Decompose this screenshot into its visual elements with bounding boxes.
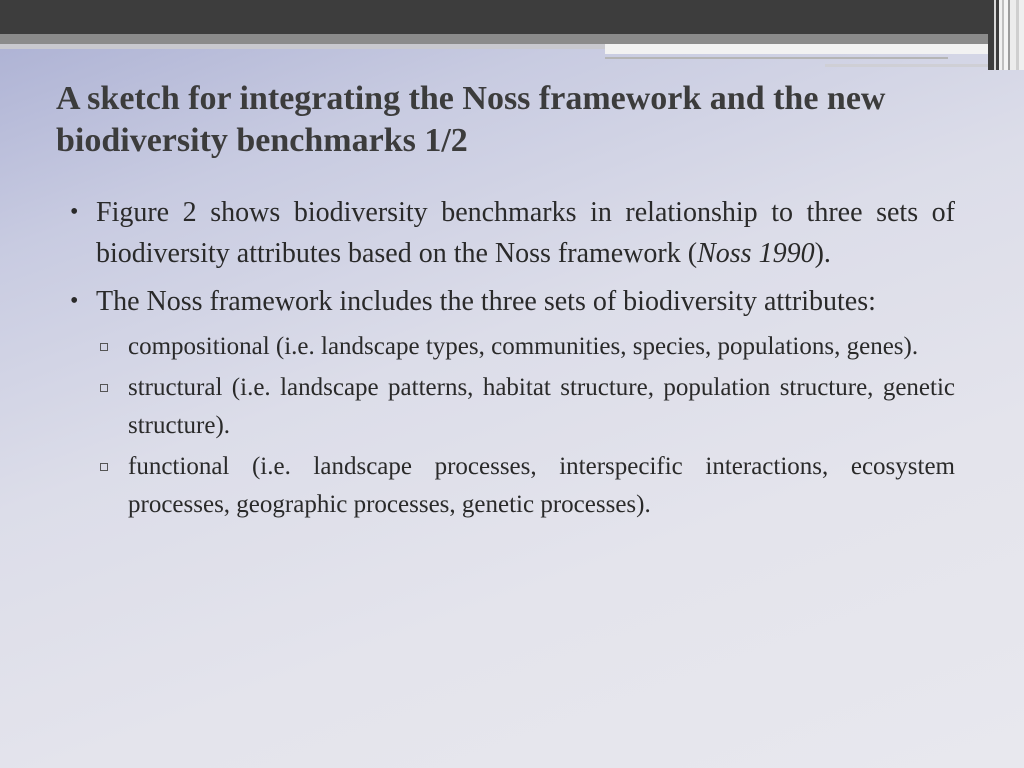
header-rule-short <box>825 64 1005 67</box>
sub-bullet-item <box>70 328 955 366</box>
bullet-text-end: ). <box>814 238 831 269</box>
corner-stripes <box>988 0 1024 70</box>
bullet-text: Figure 2 shows biodiversity benchmarks in relationship to three sets of biodiversity attributes based on the Noss framework ( <box>96 197 955 269</box>
slide-title: A sketch for integrating the Noss framework and the new biodiversity benchmarks 1/2 <box>56 80 886 159</box>
header-band-light <box>0 44 605 49</box>
bullet-item <box>70 281 955 524</box>
bullet-text: The Noss framework includes the three sets of biodiversity attributes: <box>96 286 876 317</box>
square-bullet-icon <box>100 328 108 366</box>
header-rule <box>605 57 948 59</box>
bullet-dot-icon: • <box>70 199 79 225</box>
sub-bullet-item <box>70 369 955 445</box>
square-bullet-icon <box>100 369 108 407</box>
citation: Noss 1990 <box>697 238 815 269</box>
header-band-white <box>605 44 1000 54</box>
sub-bullet-text: structural (i.e. landscape patterns, habitat structure, population structure, genetic structure). <box>128 374 955 439</box>
sub-bullet-text: compositional (i.e. landscape types, communities, species, populations, genes). <box>128 333 919 360</box>
square-bullet-icon <box>100 448 108 486</box>
sub-bullet-text: functional (i.e. landscape processes, interspecific interactions, ecosystem processes, geographic processes, genetic processes). <box>128 453 955 518</box>
header-bar <box>0 0 1024 34</box>
sub-bullet-list <box>70 328 955 524</box>
bullet-list <box>70 192 955 531</box>
header-band <box>0 34 1000 44</box>
bullet-dot-icon: • <box>70 288 79 314</box>
sub-bullet-item <box>70 448 955 524</box>
bullet-item <box>70 192 955 274</box>
